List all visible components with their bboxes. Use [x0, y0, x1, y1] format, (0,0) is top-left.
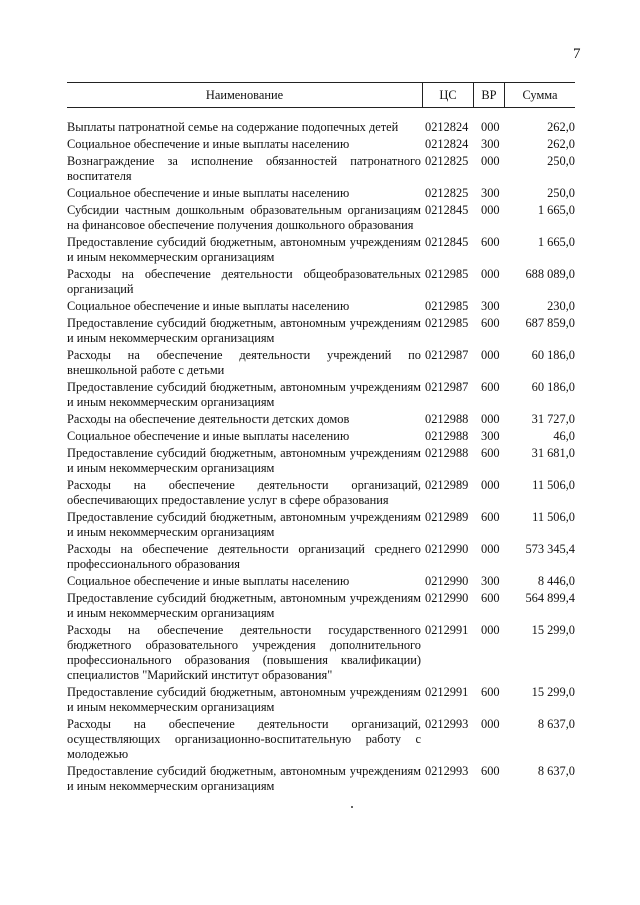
- row-cs: 0212993: [425, 717, 469, 731]
- row-name: Предоставление субсидий бюджетным, автономным учреждениям и иным некоммерческим организациям: [67, 685, 421, 714]
- row-vr: 000: [481, 203, 500, 217]
- row-sum: 46,0: [553, 429, 575, 443]
- scan-mark: [351, 806, 353, 808]
- row-vr: 600: [481, 510, 500, 524]
- row-name: Предоставление субсидий бюджетным, автономным учреждениям и иным некоммерческим организациям: [67, 380, 421, 409]
- page-number: 7: [573, 46, 581, 62]
- row-cs: 0212824: [425, 120, 469, 134]
- row-cs: 0212988: [425, 429, 469, 443]
- row-vr: 600: [481, 685, 500, 699]
- row-name: Расходы на обеспечение деятельности общеобразовательных организаций: [67, 267, 421, 296]
- row-cs: 0212985: [425, 267, 469, 281]
- row-sum: 1 665,0: [537, 203, 575, 217]
- row-sum: 1 665,0: [537, 235, 575, 249]
- row-name: Социальное обеспечение и иные выплаты населению: [67, 137, 350, 151]
- table-row: [67, 574, 575, 589]
- row-sum: 564 899,4: [525, 591, 575, 605]
- table-row: [67, 510, 575, 540]
- row-sum: 11 506,0: [532, 510, 575, 524]
- row-vr: 000: [481, 412, 500, 426]
- row-cs: 0212985: [425, 316, 469, 330]
- row-sum: 262,0: [547, 120, 575, 134]
- row-sum: 31 681,0: [531, 446, 575, 460]
- table-body: [67, 108, 575, 794]
- row-cs: 0212988: [425, 446, 469, 460]
- row-sum: 250,0: [547, 186, 575, 200]
- table-row: [67, 542, 575, 572]
- row-vr: 000: [481, 717, 500, 731]
- row-cs: 0212845: [425, 235, 469, 249]
- row-sum: 688 089,0: [525, 267, 575, 281]
- table-row: [67, 412, 575, 427]
- row-name: Предоставление субсидий бюджетным, автономным учреждениям и иным некоммерческим организациям: [67, 316, 421, 345]
- row-cs: 0212993: [425, 764, 469, 778]
- row-vr: 600: [481, 591, 500, 605]
- row-vr: 600: [481, 235, 500, 249]
- budget-table: [67, 82, 575, 796]
- row-sum: 8 637,0: [537, 717, 575, 731]
- row-name: Предоставление субсидий бюджетным, автономным учреждениям и иным некоммерческим организациям: [67, 510, 421, 539]
- row-name: Предоставление субсидий бюджетным, автономным учреждениям и иным некоммерческим организациям: [67, 235, 421, 264]
- row-cs: 0212987: [425, 380, 469, 394]
- table-row: [67, 591, 575, 621]
- table-row: [67, 235, 575, 265]
- row-cs: 0212991: [425, 685, 469, 699]
- row-vr: 000: [481, 542, 500, 556]
- row-sum: 31 727,0: [531, 412, 575, 426]
- row-cs: 0212824: [425, 137, 469, 151]
- row-name: Предоставление субсидий бюджетным, автономным учреждениям и иным некоммерческим организациям: [67, 446, 421, 475]
- row-cs: 0212990: [425, 591, 469, 605]
- row-name: Вознаграждение за исполнение обязанностей патронатного воспитателя: [67, 154, 421, 183]
- row-name: Социальное обеспечение и иные выплаты населению: [67, 429, 350, 443]
- row-cs: 0212845: [425, 203, 469, 217]
- header-name: Наименование: [67, 83, 423, 107]
- table-header: [67, 82, 575, 108]
- row-vr: 600: [481, 764, 500, 778]
- table-row: [67, 203, 575, 233]
- table-row: [67, 137, 575, 152]
- table-row: [67, 478, 575, 508]
- table-row: [67, 120, 575, 135]
- table-row: [67, 348, 575, 378]
- table-row: [67, 685, 575, 715]
- row-sum: 60 186,0: [531, 380, 575, 394]
- table-row: [67, 446, 575, 476]
- table-row: [67, 764, 575, 794]
- row-name: Субсидии частным дошкольным образовательным организациям на финансовое обеспечение получения дошкольного образования: [67, 203, 421, 232]
- row-cs: 0212990: [425, 542, 469, 556]
- table-row: [67, 380, 575, 410]
- row-cs: 0212825: [425, 186, 469, 200]
- header-cs: ЦС: [423, 83, 474, 107]
- row-cs: 0212991: [425, 623, 469, 637]
- table-row: [67, 267, 575, 297]
- row-vr: 000: [481, 348, 500, 362]
- row-vr: 600: [481, 446, 500, 460]
- row-sum: 11 506,0: [532, 478, 575, 492]
- row-vr: 000: [481, 623, 500, 637]
- row-cs: 0212990: [425, 574, 469, 588]
- table-row: [67, 299, 575, 314]
- row-name: Предоставление субсидий бюджетным, автономным учреждениям и иным некоммерческим организациям: [67, 591, 421, 620]
- row-name: Выплаты патронатной семье на содержание подопечных детей: [67, 120, 399, 134]
- row-name: Расходы на обеспечение деятельности детских домов: [67, 412, 350, 426]
- row-vr: 600: [481, 380, 500, 394]
- row-name: Расходы на обеспечение деятельности государственного бюджетного образовательного учреждения дополнительного профессионального образования (повышения квалификации) специалистов "Марийский институт образования": [67, 623, 421, 682]
- row-name: Расходы на обеспечение деятельности организаций, осуществляющих организационно-воспитательную работу с молодежью: [67, 717, 421, 761]
- table-row: [67, 717, 575, 762]
- row-vr: 300: [481, 137, 500, 151]
- row-cs: 0212989: [425, 510, 469, 524]
- row-name: Расходы на обеспечение деятельности организаций, обеспечивающих предоставление услуг в сфере образования: [67, 478, 421, 507]
- row-sum: 230,0: [547, 299, 575, 313]
- row-name: Социальное обеспечение и иные выплаты населению: [67, 299, 350, 313]
- row-sum: 250,0: [547, 154, 575, 168]
- row-sum: 60 186,0: [531, 348, 575, 362]
- row-vr: 600: [481, 316, 500, 330]
- row-sum: 8 637,0: [537, 764, 575, 778]
- row-name: Расходы на обеспечение деятельности учреждений по внешкольной работе с детьми: [67, 348, 421, 377]
- row-cs: 0212988: [425, 412, 469, 426]
- row-sum: 8 446,0: [537, 574, 575, 588]
- row-vr: 300: [481, 299, 500, 313]
- row-name: Расходы на обеспечение деятельности организаций среднего профессионального образования: [67, 542, 421, 571]
- row-name: Социальное обеспечение и иные выплаты населению: [67, 186, 350, 200]
- row-vr: 300: [481, 186, 500, 200]
- row-vr: 000: [481, 154, 500, 168]
- row-vr: 300: [481, 429, 500, 443]
- header-sum: Сумма: [522, 87, 558, 102]
- table-row: [67, 429, 575, 444]
- row-name: Предоставление субсидий бюджетным, автономным учреждениям и иным некоммерческим организациям: [67, 764, 421, 793]
- row-cs: 0212987: [425, 348, 469, 362]
- row-cs: 0212989: [425, 478, 469, 492]
- header-vr: ВР: [474, 83, 505, 107]
- row-vr: 000: [481, 120, 500, 134]
- table-row: [67, 186, 575, 201]
- row-cs: 0212985: [425, 299, 469, 313]
- row-name: Социальное обеспечение и иные выплаты населению: [67, 574, 350, 588]
- row-sum: 262,0: [547, 137, 575, 151]
- row-sum: 15 299,0: [531, 685, 575, 699]
- table-row: [67, 623, 575, 683]
- row-cs: 0212825: [425, 154, 469, 168]
- table-row: [67, 154, 575, 184]
- table-row: [67, 316, 575, 346]
- row-vr: 000: [481, 267, 500, 281]
- row-sum: 573 345,4: [525, 542, 575, 556]
- row-sum: 15 299,0: [531, 623, 575, 637]
- row-vr: 000: [481, 478, 500, 492]
- row-sum: 687 859,0: [525, 316, 575, 330]
- row-vr: 300: [481, 574, 500, 588]
